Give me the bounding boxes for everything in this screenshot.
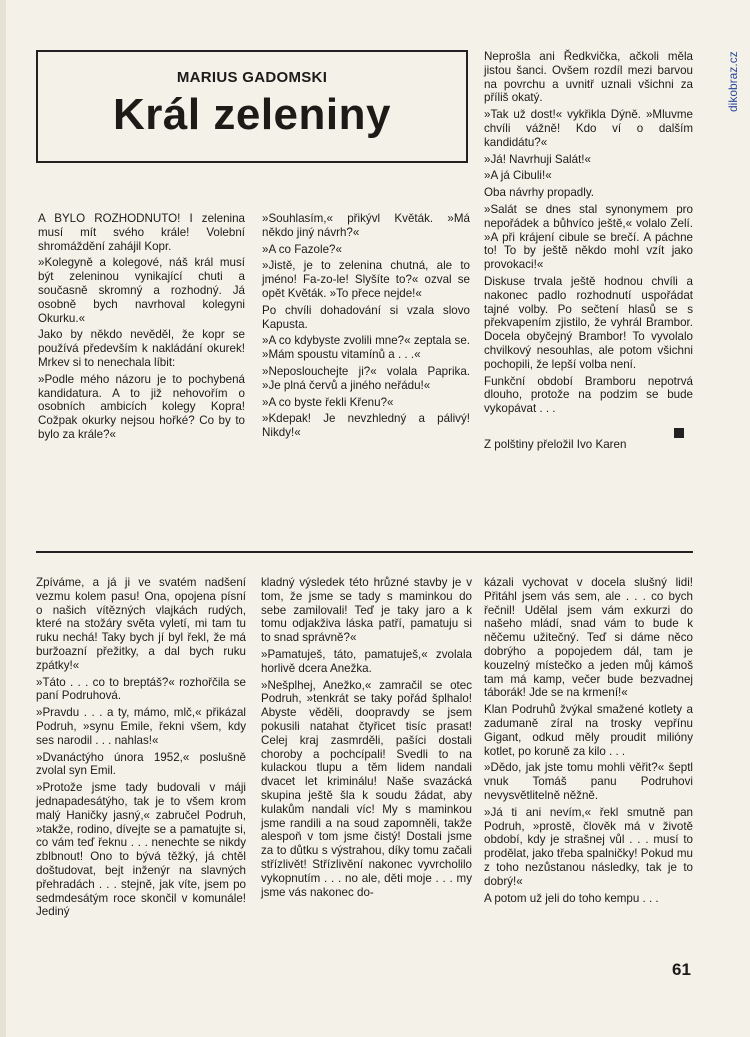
title-box (36, 50, 468, 163)
paragraph: Neprošla ani Ředkvička, ačkoli měla jistou šanci. Ovšem rozdíl mezi barvou na povrchu a uvnitř uznali všichni za příliš okatý. (484, 50, 693, 105)
paragraph: »Tak už dost!« vykřikla Dýně. »Mluvme chvíli vážně! Kdo ví o dalším kandidátu?« (484, 108, 693, 149)
author-name: MARIUS GADOMSKI (176, 69, 328, 86)
paragraph: »Já! Navrhuji Salát!« (484, 152, 591, 166)
paragraph: kázali vychovat v docela slušný lidi! Přitáhl jsem vás sem, ale . . . co bych řečnil! Udělal jsem vám exkurzi do našeho mládí, snad vám to bude k něčemu užitečný. Teď si dáme něco dobrýho a popojedem dál, tam je kouzelný místečko a jeden můj kámoš tam má kamp, večer bude bezvadnej táborák! Jde se na krmení!« (484, 576, 693, 700)
page-edge-shadow (0, 0, 6, 1037)
paragraph: »Kdepak! Je nevzhledný a pálivý! Nikdy!« (262, 412, 470, 440)
paragraph: »Já ti ani nevím,« řekl smutně pan Podruh, »prostě, člověk má v životě období, kdy je strašnej vůl . . . musí to prodělat, jako třeba spalničky! Pokud mu z toho nezůstanou následky, tak je to dobrý!« (484, 805, 693, 888)
paragraph: »A co byste řekli Křenu?« (262, 395, 394, 409)
paragraph: »Pamatuješ, táto, pamatuješ,« zvolala horlivě dcera Anežka. (261, 647, 472, 675)
paragraph: »Souhlasím,« přikývl Květák. »Má někdo jiný návrh?« (262, 212, 470, 239)
paragraph: »Kolegyně a kolegové, náš král musí být zeleninou vynikající chuti a současně skromný a rozhodný. Já osobně bych navrhoval kolegyni Okurku.« (38, 256, 245, 325)
paragraph: »Pravdu . . . a ty, mámo, mlč,« přikázal Podruh, »synu Emile, řekni všem, kdy ses narodil . . . nahlas!« (36, 706, 246, 747)
paragraph: »A co Fazole?« (262, 242, 342, 256)
continued-column-2 (261, 576, 472, 902)
paragraph: Diskuse trvala ještě hodnou chvíli a nakonec padlo rozhodnutí uspořádat tajné volby. Po sečtení hlasů se s překvapením zjistilo, že vyhrál Brambor. Docela obyčejný Brambor! To vyvolalo chvilkový nesouhlas, ale potom všichni pochopili, že lepší volba není. (484, 274, 693, 371)
paragraph: Oba návrhy propadly. (484, 186, 594, 200)
translator-credit: Z polštiny přeložil Ivo Karen (484, 437, 627, 451)
paragraph: »Dvanáctýho února 1952,« poslušně zvolal syn Emil. (36, 750, 246, 778)
continued-column-3 (484, 576, 693, 908)
paragraph: Funkční období Bramboru nepotrvá dlouho, protože na podzim se bude vykopávat . . . (484, 374, 693, 416)
paragraph: »Podle mého názoru je to pochybená kandidatura. A to již nehovořím o osobních ambicích kolegy Kopra! Cožpak okurky nejsou hořké? Co by to bylo za krále?« (38, 372, 245, 441)
paragraph: »Salát se dnes stal synonymem pro nepořádek a bůhvíco ještě,« volalo Zelí. »A při krájení cibule se brečí. A páchne to! To by ještě někdo mohl vzít jako provokaci!« (484, 202, 693, 272)
paragraph: »Protože jsme tady budovali v máji jednapadesátýho, tak je to všem krom malý Haničky jasný,« zabručel Podruh, »takže, rodino, dívejte se a pamatujte si, co vám teď řeknu . . . nenechte se nikdy zblbnout! Ono to bývá těžký, já chtěl doštudovat, bejt inženýr na slavných přehradách . . . stejně, jak víte, jsem po sedmdesátým roce skončil v komunále! Jediný (36, 781, 246, 919)
paragraph: Klan Podruhů žvýkal smažené kotlety a zadumaně zíral na trosky vepřínu Gigant, odkud měly proudit milióny kotlet, po koruně za kilo . . . (484, 703, 693, 758)
story-column-3 (484, 50, 693, 455)
paragraph: Zpíváme, a já ji ve svatém nadšení vezmu kolem pasu! Ona, opojena písní o našich vítězných vlajkách rudých, které na stožáry světa vyletí, mi tam tu ruku nechá! Taky bych jí byl řekl, že má buržoazní přežitky, a dal bych ruku zpátky!« (36, 576, 246, 672)
paragraph: kladný výsledek této hrůzné stavby je v tom, že jsme se tady s maminkou do sebe zamilovali! Teď je taky jaro a k tomu odjakživa láska patří, pamatuju si to snad správně?« (261, 576, 472, 645)
paragraph: »Neposlouchejte ji?« volala Paprika. »Je plná červů a jiného neřádu!« (262, 364, 470, 392)
paragraph: »Táto . . . co to breptáš?« rozhořčila se paní Podruhová. (36, 675, 246, 703)
paragraph: »Jistě, je to zelenina chutná, ale to jméno! Fa-zo-le! Slyšíte to?« ozval se opět Květák. »To přece nejde!« (262, 259, 470, 300)
site-watermark: dikobraz.cz (726, 51, 740, 112)
paragraph: »Dědo, jak jste tomu mohli věřit?« šeptl vnuk Tomáš panu Podruhovi nevysvětlitelně něžně. (484, 761, 693, 802)
page-number: 61 (672, 960, 691, 979)
end-mark-square (674, 428, 684, 438)
paragraph: Jako by někdo nevěděl, že kopr se používá především k nakládání okurek! Mrkev si to nenechala líbit: (38, 328, 245, 369)
paragraph: A BYLO ROZHODNUTO! I zelenina musí mít svého krále! Volební shromáždění zahájil Kopr. (38, 212, 245, 253)
paragraph: A potom už jeli do toho kempu . . . (484, 891, 659, 905)
paragraph: »A co kdybyste zvolili mne?« zeptala se. »Mám spoustu vitamínů a . . .« (262, 334, 470, 362)
paragraph: »Nešplhej, Anežko,« zamračil se otec Podruh, »tenkrát se taky pořád šplhalo! Abyste věděli, doopravdy se jsem pokusili natahat čtyřicet tisíc prasat! Celej kraj zasmrděli, pašíci dostali choroby a pochcípali! Svedli to na kulackou tlupu a těm lidem nandali dvacet let kriminálu! Naše svazácká skupina ještě šla k soudu žádat, aby kulakům nandali víc! My s maminkou jsme randili a na soud zapomněli, takže alespoň v tom jsme čistý! Dostali jsme za to důtku s výstrahou, díky tomu začali střízlivět! Střízlivění nakonec vyvrcholilo vykopnutím . . . no ale, děti moje . . . my jsme vás nakonec do- (261, 678, 472, 899)
article-title: Král zeleniny (113, 90, 391, 139)
story-column-1 (38, 212, 245, 445)
section-divider (36, 551, 693, 553)
paragraph: Po chvíli dohadování si vzala slovo Kapusta. (262, 303, 470, 331)
story-column-2 (262, 212, 470, 443)
continued-column-1 (36, 576, 246, 922)
paragraph: »A já Cibuli!« (484, 169, 552, 183)
